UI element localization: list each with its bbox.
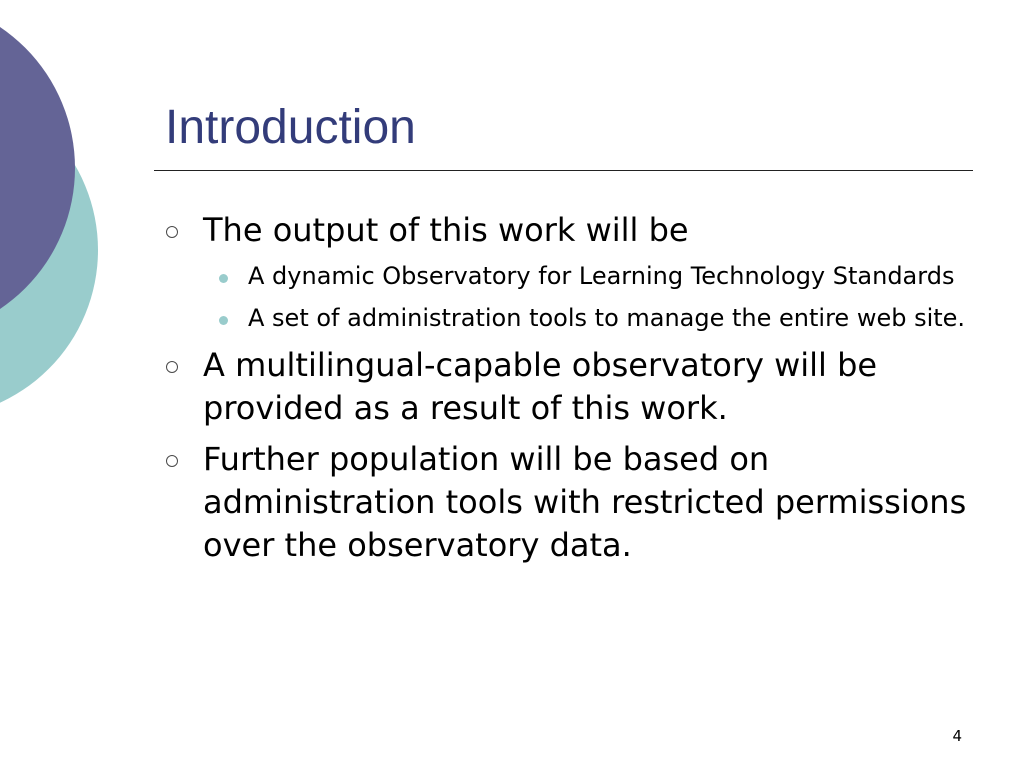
hollow-circle-bullet-icon (166, 455, 178, 467)
filled-dot-bullet-icon (219, 316, 228, 325)
bullet-item (162, 438, 972, 567)
bullet-text: The output of this work will be (203, 211, 689, 249)
title-divider (154, 170, 973, 171)
decorative-circles (0, 0, 110, 420)
sub-bullet-item (203, 258, 972, 294)
bullet-item (162, 344, 972, 430)
sub-bullet-text: A dynamic Observatory for Learning Technology Standards (248, 262, 955, 290)
hollow-circle-bullet-icon (166, 226, 178, 238)
slide-body (162, 209, 972, 575)
bullet-text: A multilingual-capable observatory will be provided as a result of this work. (203, 346, 878, 427)
sub-bullet-list (203, 258, 972, 336)
filled-dot-bullet-icon (219, 274, 228, 283)
hollow-circle-bullet-icon (166, 361, 178, 373)
sub-bullet-text: A set of administration tools to manage the entire web site. (248, 304, 966, 332)
bullet-text: Further population will be based on administration tools with restricted permissions over the observatory data. (203, 440, 967, 564)
bullet-item (162, 209, 972, 336)
sub-bullet-item (203, 300, 972, 336)
page-number: 4 (952, 727, 962, 745)
slide-title: Introduction (165, 101, 416, 154)
